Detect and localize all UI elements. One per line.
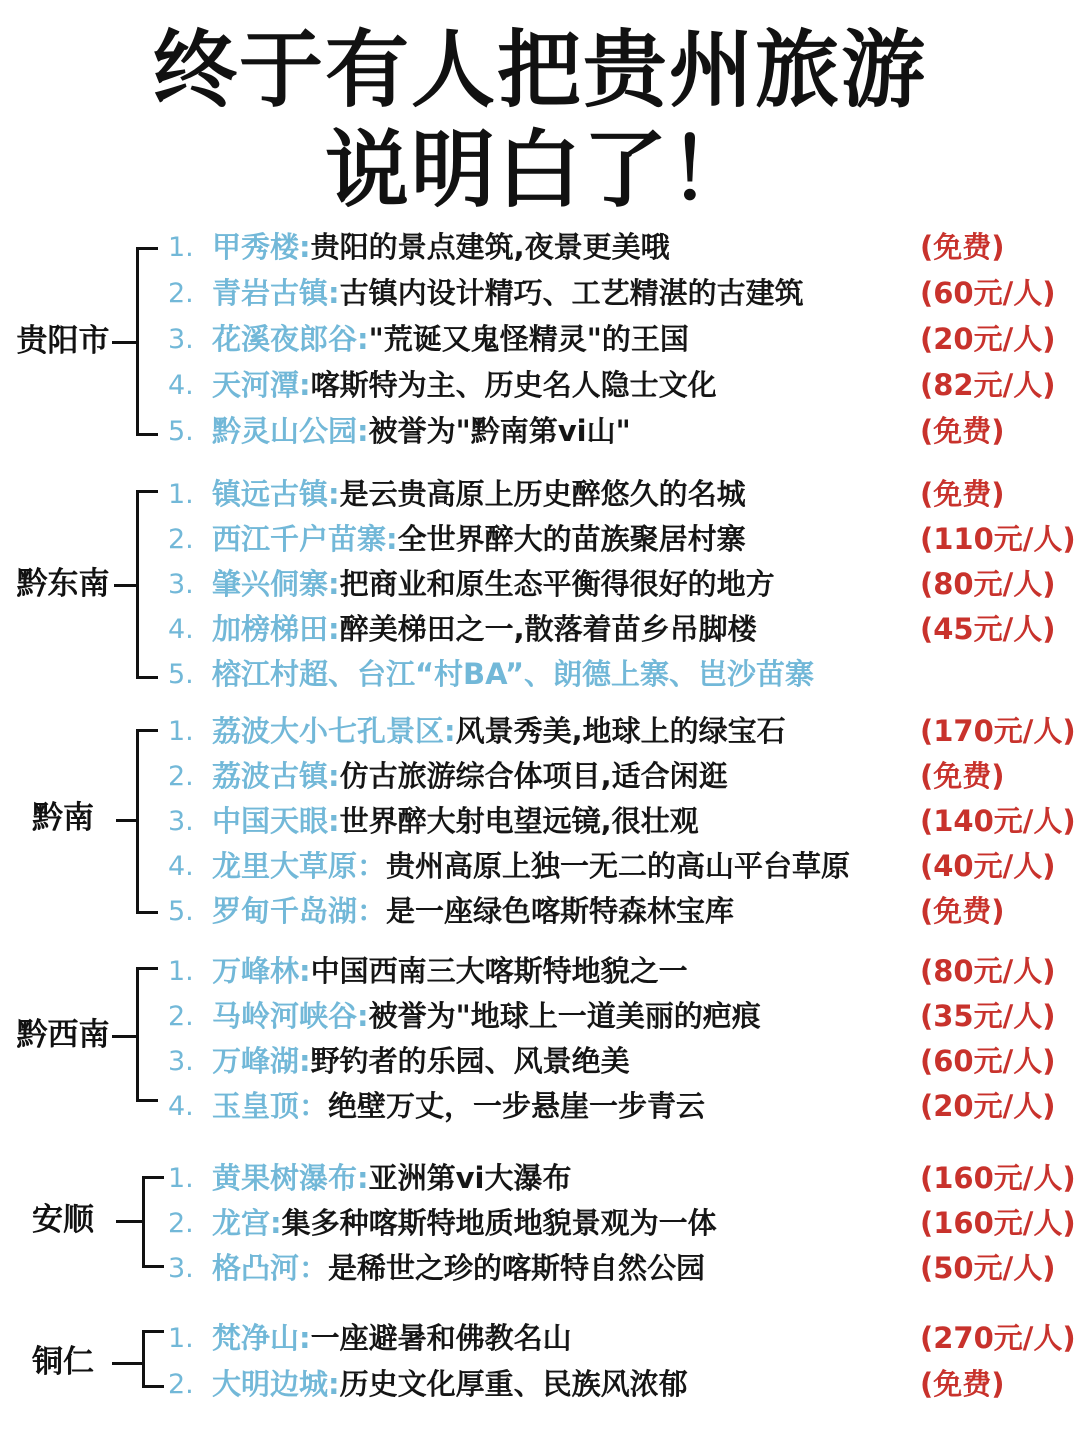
list-item — [0, 271, 1080, 316]
ticket-price: (60元/人) — [920, 1044, 1056, 1078]
region-label: 铜仁 — [32, 1344, 94, 1380]
spot-description: 中国西南三大喀斯特地貌之一 — [310, 954, 688, 988]
ticket-price: (270元/人) — [920, 1321, 1076, 1355]
item-number: 4. — [168, 851, 194, 882]
list-item — [0, 1156, 1080, 1201]
item-number: 3. — [168, 569, 194, 600]
list-item — [0, 225, 1080, 270]
spot-name: 黔灵山公园: — [212, 414, 369, 448]
item-number: 4. — [168, 614, 194, 645]
list-item — [0, 1246, 1080, 1291]
spot-description: 全世界醉大的苗族聚居村寨 — [397, 522, 746, 556]
item-number: 4. — [168, 1091, 194, 1122]
spot-name: 大明边城: — [212, 1367, 340, 1401]
item-number: 1. — [168, 479, 194, 510]
item-number: 1. — [168, 1163, 194, 1194]
list-item — [0, 799, 1080, 844]
ticket-price: (免费) — [920, 759, 1005, 793]
spot-description: 风景秀美,地球上的绿宝石 — [455, 714, 786, 748]
spot-description: "荒诞又鬼怪精灵"的王国 — [368, 322, 689, 356]
list-item — [0, 844, 1080, 889]
list-item — [0, 652, 1080, 697]
spot-description: 集多种喀斯特地质地貌景观为一体 — [281, 1206, 717, 1240]
region-label: 黔西南 — [16, 1017, 110, 1053]
list-item — [0, 1201, 1080, 1246]
list-item — [0, 317, 1080, 362]
ticket-price: (免费) — [920, 1367, 1005, 1401]
spot-name: 荔波大小七孔景区: — [212, 714, 456, 748]
item-number: 2. — [168, 524, 194, 555]
spot-name: 加榜梯田: — [212, 612, 340, 646]
list-item — [0, 1316, 1080, 1361]
spot-name: 万峰林: — [212, 954, 311, 988]
list-item — [0, 709, 1080, 754]
ticket-price: (80元/人) — [920, 954, 1056, 988]
list-item — [0, 949, 1080, 994]
spot-name: 马岭河峡谷: — [212, 999, 369, 1033]
spot-description: 喀斯特为主、历史名人隐士文化 — [310, 368, 717, 402]
item-number: 2. — [168, 1208, 194, 1239]
spot-name: 玉皇顶： — [212, 1089, 329, 1123]
spot-description: 是云贵高原上历史醉悠久的名城 — [339, 477, 746, 511]
spot-description: 亚洲第vi大瀑布 — [368, 1161, 572, 1195]
item-number: 5. — [168, 659, 194, 690]
ticket-price: (20元/人) — [920, 1089, 1056, 1123]
ticket-price: (35元/人) — [920, 999, 1056, 1033]
ticket-price: (免费) — [920, 230, 1005, 264]
item-number: 4. — [168, 370, 194, 401]
spot-description: 历史文化厚重、民族风浓郁 — [339, 1367, 688, 1401]
list-item — [0, 562, 1080, 607]
spot-name: 肇兴侗寨: — [212, 567, 340, 601]
item-number: 3. — [168, 1253, 194, 1284]
spot-name: 梵净山: — [212, 1321, 311, 1355]
region-label: 安顺 — [32, 1202, 94, 1238]
list-item — [0, 472, 1080, 517]
list-item — [0, 607, 1080, 652]
ticket-price: (50元/人) — [920, 1251, 1056, 1285]
spot-description: 把商业和原生态平衡得很好的地方 — [339, 567, 775, 601]
spot-description: 是稀世之珍的喀斯特自然公园 — [328, 1251, 706, 1285]
spot-description: 被誉为"地球上一道美丽的疤痕 — [368, 999, 761, 1033]
spot-name: 格凸河： — [212, 1251, 329, 1285]
spot-name: 天河潭: — [212, 368, 311, 402]
region-label: 黔东南 — [16, 566, 110, 602]
list-item — [0, 1039, 1080, 1084]
spot-name: 荔波古镇: — [212, 759, 340, 793]
item-number: 5. — [168, 416, 194, 447]
item-number: 2. — [168, 761, 194, 792]
spot-description: 贵阳的景点建筑,夜景更美哦 — [310, 230, 670, 264]
spot-name: 龙里大草原： — [212, 849, 387, 883]
item-number: 1. — [168, 716, 194, 747]
spot-name: 万峰湖: — [212, 1044, 311, 1078]
list-item — [0, 409, 1080, 454]
list-item — [0, 994, 1080, 1039]
spot-description: 古镇内设计精巧、工艺精湛的古建筑 — [339, 276, 804, 310]
ticket-price: (110元/人) — [920, 522, 1076, 556]
ticket-price: (82元/人) — [920, 368, 1056, 402]
region-label: 黔南 — [32, 800, 94, 836]
spot-description: 野钓者的乐园、风景绝美 — [310, 1044, 630, 1078]
spot-name: 罗甸千岛湖： — [212, 894, 387, 928]
ticket-price: (免费) — [920, 414, 1005, 448]
ticket-price: (免费) — [920, 477, 1005, 511]
list-item — [0, 1084, 1080, 1129]
spot-description: 一座避暑和佛教名山 — [310, 1321, 572, 1355]
ticket-price: (20元/人) — [920, 322, 1056, 356]
page-title: 终于有人把贵州旅游 — [152, 21, 927, 119]
spot-name: 龙宫: — [212, 1206, 282, 1240]
spot-description: 被誉为"黔南第vi山" — [368, 414, 631, 448]
spot-description: 贵州高原上独一无二的高山平台草原 — [386, 849, 851, 883]
item-number: 3. — [168, 324, 194, 355]
spot-name: 榕江村超、台江“村BA”、朗德上寨、岜沙苗寨 — [212, 657, 815, 691]
spot-description: 是一座绿色喀斯特森林宝库 — [386, 894, 735, 928]
page-subtitle: 说明白了！ — [324, 121, 755, 219]
list-item — [0, 363, 1080, 408]
ticket-price: (60元/人) — [920, 276, 1056, 310]
ticket-price: (170元/人) — [920, 714, 1076, 748]
list-item — [0, 517, 1080, 562]
ticket-price: (免费) — [920, 894, 1005, 928]
list-item — [0, 889, 1080, 934]
item-number: 2. — [168, 278, 194, 309]
ticket-price: (80元/人) — [920, 567, 1056, 601]
ticket-price: (45元/人) — [920, 612, 1056, 646]
item-number: 3. — [168, 1046, 194, 1077]
spot-name: 甲秀楼: — [212, 230, 311, 264]
item-number: 1. — [168, 956, 194, 987]
spot-name: 青岩古镇: — [212, 276, 340, 310]
spot-description: 醉美梯田之一,散落着苗乡吊脚楼 — [339, 612, 757, 646]
spot-name: 黄果树瀑布: — [212, 1161, 369, 1195]
spot-description: 仿古旅游综合体项目,适合闲逛 — [339, 759, 728, 793]
spot-description: 绝壁万丈，一步悬崖一步青云 — [328, 1089, 706, 1123]
item-number: 5. — [168, 896, 194, 927]
ticket-price: (40元/人) — [920, 849, 1056, 883]
item-number: 1. — [168, 1323, 194, 1354]
item-number: 3. — [168, 806, 194, 837]
spot-name: 中国天眼: — [212, 804, 340, 838]
ticket-price: (140元/人) — [920, 804, 1076, 838]
ticket-price: (160元/人) — [920, 1206, 1076, 1240]
item-number: 2. — [168, 1001, 194, 1032]
spot-name: 花溪夜郎谷: — [212, 322, 369, 356]
spot-name: 镇远古镇: — [212, 477, 340, 511]
spot-description: 世界醉大射电望远镜,很壮观 — [339, 804, 699, 838]
spot-name: 西江千户苗寨: — [212, 522, 398, 556]
list-item — [0, 1362, 1080, 1407]
region-label: 贵阳市 — [16, 323, 110, 359]
list-item — [0, 754, 1080, 799]
ticket-price: (160元/人) — [920, 1161, 1076, 1195]
item-number: 2. — [168, 1369, 194, 1400]
item-number: 1. — [168, 232, 194, 263]
